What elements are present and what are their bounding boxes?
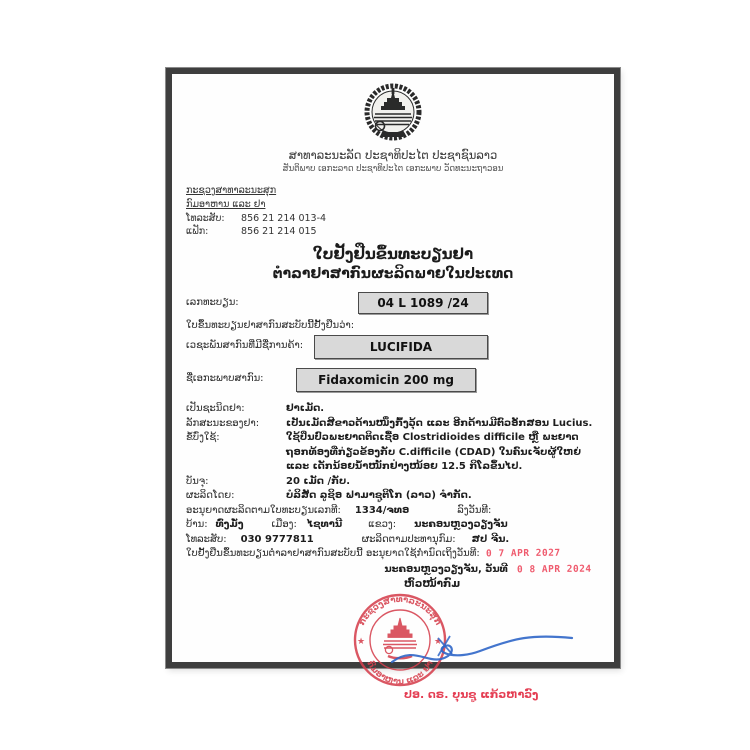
signer-name-stamp: ປອ. ດຣ. ບຸນຊູ ແກ້ວຫາວົງ [404, 687, 539, 701]
signature-wrap [386, 624, 586, 674]
phone-number: 856 21 214 013-4 [241, 212, 327, 224]
trade-name-value: LUCIFIDA [314, 335, 488, 359]
district-label: ເມືອງ: [271, 519, 297, 531]
appearance-label: ລັກສະນະຂອງຢາ: [186, 417, 260, 429]
signer-position: ຫົວໜ້າກົມ [404, 577, 461, 590]
stamp-bottom-text: ກົມອາຫານ ແລະ ຢາ [364, 658, 436, 687]
detail-row-packaging [186, 475, 600, 490]
department-name: ກົມອາຫານ ແລະ ຢາ [186, 198, 266, 210]
province-value: ນະຄອນຫຼວງວຽງຈັນ [414, 519, 508, 531]
contact-row [186, 533, 600, 548]
validity-label: ໃບຢັ້ງຢືນຂຶ້ນທະບຽນຕຳລາຢາສາກົນສະບັບນີ້ ອະນຸຍາດໃຊ້ກຳນົດເຖິງວັນທີ: [186, 548, 480, 560]
pharmacopoeia-label: ຜະລິດຕາມປະທານຸກົມ: [361, 533, 456, 545]
country-name: ສາທາລະນະລັດ ປະຊາທິປະໄຕ ປະຊາຊົນລາວ [288, 148, 498, 162]
inn-label: ຊື່ເອກະພາບສາກົນ: [186, 373, 264, 385]
fax-row [186, 225, 600, 239]
issuer-contact-block [186, 184, 600, 239]
manufacturer-label: ຜະລິດໂດຍ: [186, 490, 235, 502]
fax-number: 856 21 214 015 [241, 226, 317, 238]
registration-number-row [186, 292, 600, 314]
lao-national-emblem-icon [360, 82, 426, 142]
province-label: ແຂວງ: [368, 519, 397, 531]
stamp-left-star-icon: ★ [357, 636, 366, 647]
license-label: ອະນຸຍາດຜະລິດຕາມໃບທະບຽນເລກທີ: [186, 504, 341, 516]
validity-row [186, 547, 600, 562]
detail-row-drug-type [186, 402, 600, 417]
trade-name-label: ເວຊະພັນສາກົນທີ່ມີຊື່ການຄ້າ: [186, 340, 304, 352]
appearance-value: ເປັນເມັດສີຂາວດ້ານໜຶ່ງກົ້ງວຸ້ດ ແລະ ອີກດ້ານມີຕົວອັກສອນ Lucius. [286, 417, 593, 429]
inn-value: Fidaxomicin 200 mg [296, 368, 476, 392]
inn-row [186, 368, 600, 392]
manufacturer-value: ບໍລິສັດ ລູຊິອ ຟາມາຊູຕິໂກ (ລາວ) ຈຳກັດ. [286, 490, 472, 502]
registration-number-label: ເລກທະບຽນ: [186, 297, 239, 309]
trade-name-row [186, 335, 600, 359]
stamp-top-text: ກະຊວງສາທາລະນະສຸກ [357, 594, 443, 627]
phone-row [186, 212, 600, 226]
national-motto: ສັນຕິພາບ ເອກະລາດ ປະຊາທິປະໄຕ ເອກະພາບ ວັດທະນະຖາວອນ [282, 164, 504, 174]
mfr-phone-label: ໂທລະສັບ: [186, 533, 227, 545]
indications-value: ໃຊ້ປິ່ນປົວພະຍາດຕິດເຊື້ອ Clostridioides difficile ຫຼື ພະຍາດຖອກທ້ອງທີ່ກ່ຽວຂ້ອງກັບ C.difficile (CDAD) ໃນຄົນເຈັບຜູ້ໃຫຍ່ ແລະ ເດັກນ້ອຍນ້ຳໜັກຢ່າງໜ້ອຍ 12.5 ກິໂລຂຶ້ນໄປ. [286, 432, 582, 473]
certificate-title-line1: ໃບຢັ້ງຢືນຂຶ້ນທະບຽນຢາ [312, 245, 474, 264]
license-date-label: ລົງວັນທີ: [457, 504, 492, 516]
place-date-line [384, 564, 592, 575]
village-label: ບ້ານ: [186, 519, 208, 531]
detail-row-indications [186, 431, 600, 475]
drug-type-value: ຢາເມັດ. [286, 403, 325, 415]
phone-label: ໂທລະສັບ: [186, 212, 225, 224]
packaging-value: 20 ເມັດ /ກັບ. [286, 475, 351, 487]
address-row [186, 518, 600, 533]
place-date-label: ນະຄອນຫຼວງວຽງຈັນ, ວັນທີ [384, 563, 508, 575]
national-emblem-wrap [186, 82, 600, 146]
ministry-name: ກະຊວງສາທາລະນະສຸກ [186, 185, 277, 196]
signature-icon [386, 624, 586, 670]
registration-number-value: 04 L 1089 /24 [358, 292, 488, 314]
mfr-phone-value: 030 9777811 [240, 533, 314, 545]
issue-date-stamp: 0 8 APR 2024 [517, 563, 593, 575]
pharmacopoeia-value: ສປ ຈີນ. [471, 533, 510, 545]
license-number: 1334/ຈທອ [354, 504, 410, 516]
drug-details-list [186, 402, 600, 504]
signing-area [186, 564, 600, 724]
detail-row-manufacturer [186, 489, 600, 504]
license-row [186, 504, 600, 519]
fax-label: ແຟັກ: [186, 226, 209, 238]
drug-type-label: ເປັນຊະນິດຢາ: [186, 403, 245, 415]
certificate-title [186, 245, 600, 282]
expiry-date-stamp: 0 7 APR 2027 [485, 547, 561, 560]
district-value: ໄຊທານີ [306, 519, 343, 531]
certifies-statement: ໃບຂຶ້ນທະບຽນຢາສາກົນສະບັບນີ້ຢັ້ງຢືນວ່າ: [186, 320, 355, 332]
certificate-title-line2: ຕຳລາຢາສາກົນຜະລິດພາຍໃນປະເທດ [272, 266, 514, 283]
indications-label: ຂໍ້ບົ່ງໃຊ້: [186, 432, 220, 444]
packaging-label: ບັນຈຸ: [186, 475, 209, 487]
village-value: ທົ່ງມັ່ງ [215, 519, 244, 531]
registration-certificate-page [166, 68, 620, 701]
stamp-right-star-icon: ★ [434, 636, 443, 647]
detail-row-appearance [186, 417, 600, 432]
